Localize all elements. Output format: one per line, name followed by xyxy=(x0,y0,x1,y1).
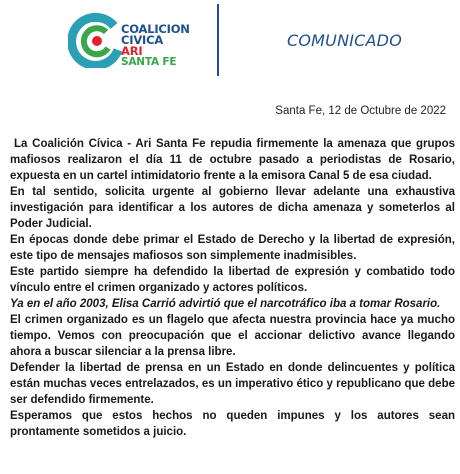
paragraph-6: El crimen organizado es un flagelo que afecta nuestra provincia hace ya mucho tiempo. Vemos con preocupación que el accionar delictivo avance llegando ahora a buscar silenciar a la prensa libre. xyxy=(10,314,455,358)
paragraph-3: En épocas donde debe primar el Estado de Derecho y la libertad de expresión, este tipo de mensajes mafiosos son simplemente inadmisibles. xyxy=(10,234,455,262)
statement-body xyxy=(10,136,455,440)
logo-line-ari: ARI xyxy=(121,44,143,58)
date-line: Santa Fe, 12 de Octubre de 2022 xyxy=(275,105,446,117)
paragraph-5: Ya en el año 2003, Elisa Carrió advirtió que el narcotráfico iba a tomar Rosario. xyxy=(10,298,441,310)
paragraph-4: Este partido siempre ha defendido la libertad de expresión y combatido todo vínculo entre el crimen organizado y actores políticos. xyxy=(10,266,455,294)
letterhead xyxy=(0,0,460,80)
document-title: COMUNICADO xyxy=(287,31,402,50)
logo-line-coalicion: COALICION xyxy=(121,22,190,36)
paragraph-8: Esperamos que estos hechos no queden impunes y los autores sean prontamente sometidos a juicio. xyxy=(10,410,455,438)
logo-wordmark xyxy=(121,24,201,68)
paragraph-1: La Coalición Cívica - Ari Santa Fe repudia firmemente la amenaza que grupos mafiosos realizaron el día 11 de octubre pasado a periodistas de Rosario, expuesta en un cartel intimidatorio frente a la emisora Canal 5 de esa ciudad. xyxy=(10,138,455,182)
paragraph-2: En tal sentido, solicita urgente al gobierno llevar adelante una exhaustiva investigación para identificar a los autores de dicha amenaza y someterlos al Poder Judicial. xyxy=(10,186,455,230)
logo-line-santa-fe: SANTA FE xyxy=(121,56,177,68)
paragraph-7: Defender la libertad de prensa en un Estado en donde delincuentes y política están muchas veces entrelazados, es un imperativo ético y republicano que debe ser defendido firmemente. xyxy=(10,362,455,406)
coalicion-civica-logo-icon xyxy=(68,12,124,68)
logo-line-civica: CIVICA xyxy=(121,33,164,47)
header-divider xyxy=(217,4,219,76)
